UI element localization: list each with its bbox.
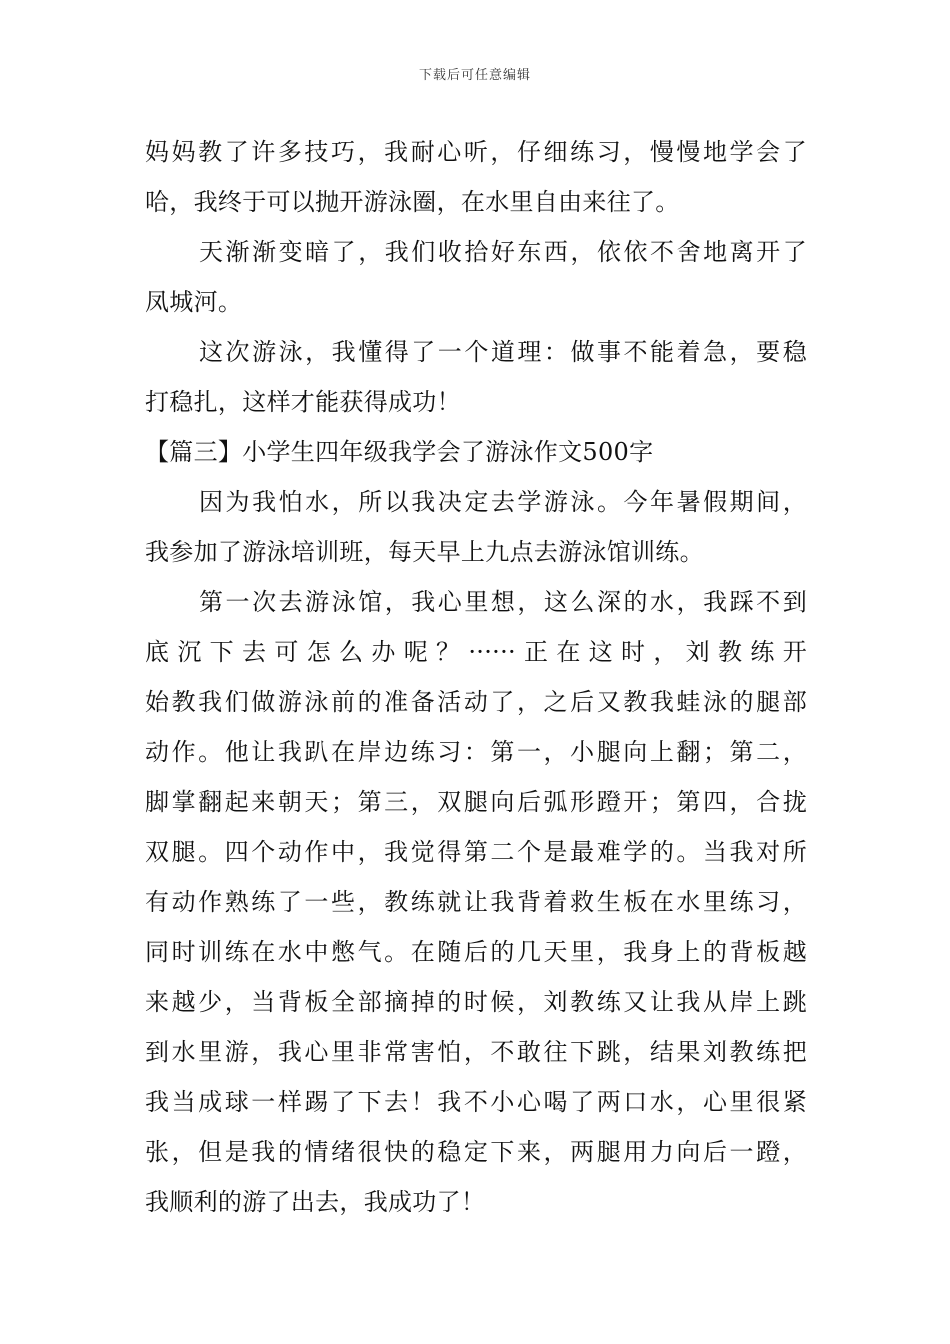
paragraph-first-line: 第一次去游泳馆，我心里想，这么深的水，我踩不到 (199, 588, 807, 616)
text-line: 有动作熟练了一些，教练就让我背着救生板在水里练习， (145, 888, 807, 916)
section-heading: 【篇三】小学生四年级我学会了游泳作文500字 (145, 438, 654, 466)
text-line: 始教我们做游泳前的准备活动了，之后又教我蛙泳的腿部 (145, 688, 807, 716)
text-line: 凤城河。 (145, 288, 243, 316)
document-body (145, 127, 807, 1227)
text-line: 我当成球一样踢了下去！我不小心喝了两口水，心里很紧 (145, 1088, 807, 1116)
text-line: 我顺利的游了出去，我成功了！ (145, 1188, 486, 1216)
paragraph-first-line: 因为我怕水，所以我决定去学游泳。今年暑假期间， (199, 488, 807, 516)
text-line: 来越少，当背板全部摘掉的时候，刘教练又让我从岸上跳 (145, 988, 807, 1016)
text-line: 底沉下去可怎么办呢？······正在这时，刘教练开 (145, 638, 807, 666)
text-line: 哈，我终于可以抛开游泳圈，在水里自由来往了。 (145, 188, 680, 216)
text-line: 动作。他让我趴在岸边练习：第一，小腿向上翻；第二， (145, 738, 807, 766)
text-line: 脚掌翻起来朝天；第三，双腿向后弧形蹬开；第四，合拢 (145, 788, 807, 816)
text-line: 双腿。四个动作中，我觉得第二个是最难学的。当我对所 (145, 838, 807, 866)
paragraph-first-line: 天渐渐变暗了，我们收拾好东西，依依不舍地离开了 (199, 238, 807, 266)
paragraph-first-line: 这次游泳，我懂得了一个道理：做事不能着急，要稳 (199, 338, 807, 366)
text-line: 妈妈教了许多技巧，我耐心听，仔细练习，慢慢地学会了 (145, 138, 807, 166)
text-line: 打稳扎，这样才能获得成功！ (145, 388, 461, 416)
page-header: 下载后可任意编辑 (418, 68, 531, 83)
text-line: 我参加了游泳培训班，每天早上九点去游泳馆训练。 (145, 538, 704, 566)
text-line: 同时训练在水中憋气。在随后的几天里，我身上的背板越 (145, 938, 807, 966)
text-line: 张，但是我的情绪很快的稳定下来，两腿用力向后一蹬， (145, 1138, 807, 1166)
text-line: 到水里游，我心里非常害怕，不敢往下跳，结果刘教练把 (145, 1038, 807, 1066)
